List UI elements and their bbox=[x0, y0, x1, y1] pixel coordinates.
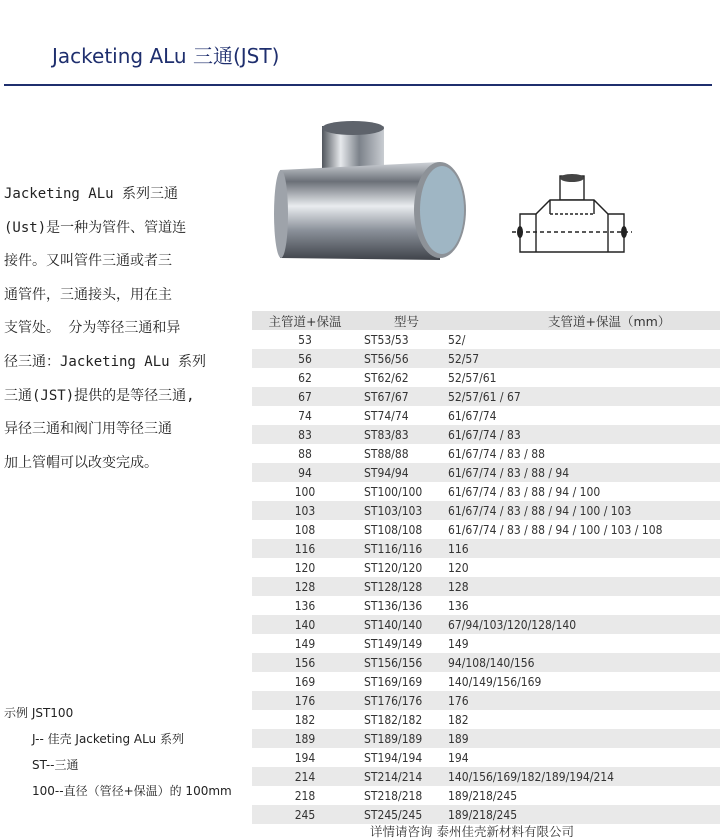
intro-line: 支管处。 分为等径三通和异 bbox=[4, 320, 181, 337]
table-row bbox=[252, 615, 720, 634]
spec-table bbox=[252, 311, 720, 824]
cell-main-pipe: 140 bbox=[294, 617, 316, 632]
cell-model: ST116/116 bbox=[364, 541, 423, 556]
cell-branch-pipe: 189/218/245 bbox=[448, 788, 518, 803]
cell-main-pipe: 88 bbox=[298, 446, 312, 461]
cell-main-pipe: 116 bbox=[294, 541, 316, 556]
cell-main-pipe: 128 bbox=[294, 579, 316, 594]
cell-main-pipe: 136 bbox=[294, 598, 316, 613]
cell-model: ST176/176 bbox=[364, 693, 423, 708]
cell-branch-pipe: 61/67/74 / 83 / 88 / 94 / 100 / 103 bbox=[448, 503, 632, 518]
cell-branch-pipe: 61/67/74 / 83 / 88 / 94 / 100 bbox=[448, 484, 601, 499]
cell-branch-pipe: 194 bbox=[448, 750, 469, 765]
cell-main-pipe: 218 bbox=[294, 788, 316, 803]
cell-main-pipe: 100 bbox=[294, 484, 316, 499]
table-row bbox=[252, 577, 720, 596]
table-row bbox=[252, 710, 720, 729]
cell-branch-pipe: 149 bbox=[448, 636, 469, 651]
cell-model: ST140/140 bbox=[364, 617, 423, 632]
cell-model: ST56/56 bbox=[364, 351, 409, 366]
header-branch-pipe: 支管道+保温（mm） bbox=[548, 313, 671, 329]
cell-model: ST156/156 bbox=[364, 655, 423, 670]
intro-line: 三通(JST)提供的是等径三通, bbox=[4, 387, 195, 404]
cell-branch-pipe: 52/57 bbox=[448, 351, 480, 366]
cell-model: ST108/108 bbox=[364, 522, 423, 537]
cell-model: ST83/83 bbox=[364, 427, 409, 442]
tee-schematic-diagram bbox=[512, 170, 632, 270]
cell-main-pipe: 103 bbox=[294, 503, 316, 518]
cell-branch-pipe: 67/94/103/120/128/140 bbox=[448, 617, 577, 632]
cell-branch-pipe: 116 bbox=[448, 541, 469, 556]
example-heading: 示例 JST100 bbox=[4, 706, 74, 720]
cell-main-pipe: 83 bbox=[298, 427, 312, 442]
cell-branch-pipe: 182 bbox=[448, 712, 469, 727]
table-row bbox=[252, 729, 720, 748]
cell-model: ST245/245 bbox=[364, 807, 423, 822]
cell-branch-pipe: 61/67/74 / 83 bbox=[448, 427, 521, 442]
example-line: J-- 佳壳 Jacketing ALu 系列 bbox=[32, 732, 184, 746]
table-row bbox=[252, 387, 720, 406]
table-row bbox=[252, 330, 720, 349]
cell-model: ST169/169 bbox=[364, 674, 423, 689]
intro-line: 加上管帽可以改变完成。 bbox=[4, 454, 158, 471]
cell-model: ST88/88 bbox=[364, 446, 409, 461]
table-row bbox=[252, 463, 720, 482]
cell-model: ST194/194 bbox=[364, 750, 423, 765]
table-row bbox=[252, 520, 720, 539]
cell-model: ST136/136 bbox=[364, 598, 423, 613]
cell-branch-pipe: 189/218/245 bbox=[448, 807, 518, 822]
cell-model: ST214/214 bbox=[364, 769, 423, 784]
intro-line: Jacketing ALu 系列三通 bbox=[4, 186, 179, 202]
cell-main-pipe: 56 bbox=[298, 351, 312, 366]
cell-branch-pipe: 61/67/74 / 83 / 88 / 94 bbox=[448, 465, 570, 480]
intro-line: (Ust)是一种为管件、管道连 bbox=[4, 219, 187, 236]
table-row bbox=[252, 368, 720, 387]
cell-branch-pipe: 128 bbox=[448, 579, 469, 594]
intro-line: 接件。又叫管件三通或者三 bbox=[4, 253, 172, 270]
cell-main-pipe: 108 bbox=[294, 522, 316, 537]
table-row bbox=[252, 691, 720, 710]
table-row bbox=[252, 767, 720, 786]
cell-main-pipe: 94 bbox=[298, 465, 312, 480]
cell-branch-pipe: 94/108/140/156 bbox=[448, 655, 535, 670]
example-section bbox=[4, 700, 232, 804]
table-row bbox=[252, 482, 720, 501]
table-row bbox=[252, 349, 720, 368]
cell-main-pipe: 194 bbox=[294, 750, 316, 765]
cell-branch-pipe: 61/67/74 / 83 / 88 bbox=[448, 446, 545, 461]
cell-branch-pipe: 189 bbox=[448, 731, 469, 746]
page-title: Jacketing ALu 三通(JST) bbox=[52, 44, 280, 68]
table-row bbox=[252, 558, 720, 577]
contact-footer: 详情请咨询 泰州佳壳新材料有限公司 bbox=[370, 824, 574, 839]
cell-model: ST218/218 bbox=[364, 788, 423, 803]
cell-model: ST120/120 bbox=[364, 560, 423, 575]
cell-branch-pipe: 52/57/61 bbox=[448, 370, 497, 385]
header-main-pipe: 主管道+保温 bbox=[268, 313, 342, 329]
cell-main-pipe: 214 bbox=[294, 769, 316, 784]
cell-branch-pipe: 176 bbox=[448, 693, 469, 708]
cell-branch-pipe: 140/156/169/182/189/194/214 bbox=[448, 769, 615, 784]
cell-branch-pipe: 52/57/61 / 67 bbox=[448, 389, 521, 404]
cell-model: ST74/74 bbox=[364, 408, 409, 423]
cell-main-pipe: 156 bbox=[294, 655, 316, 670]
cell-branch-pipe: 61/67/74 bbox=[448, 408, 497, 423]
cell-main-pipe: 182 bbox=[294, 712, 316, 727]
cell-model: ST62/62 bbox=[364, 370, 409, 385]
table-row bbox=[252, 786, 720, 805]
header-model: 型号 bbox=[394, 313, 420, 329]
table-row bbox=[252, 501, 720, 520]
cell-model: ST67/67 bbox=[364, 389, 409, 404]
example-line: ST--三通 bbox=[32, 758, 79, 772]
cell-model: ST103/103 bbox=[364, 503, 423, 518]
cell-main-pipe: 53 bbox=[298, 332, 312, 347]
cell-main-pipe: 189 bbox=[294, 731, 316, 746]
cell-model: ST182/182 bbox=[364, 712, 423, 727]
table-row bbox=[252, 653, 720, 672]
table-row bbox=[252, 672, 720, 691]
cell-branch-pipe: 61/67/74 / 83 / 88 / 94 / 100 / 103 / 108 bbox=[448, 522, 663, 537]
table-row bbox=[252, 539, 720, 558]
intro-line: 异径三通和阀门用等径三通 bbox=[4, 421, 172, 438]
cell-model: ST94/94 bbox=[364, 465, 409, 480]
cell-branch-pipe: 136 bbox=[448, 598, 469, 613]
table-row bbox=[252, 444, 720, 463]
cell-model: ST53/53 bbox=[364, 332, 409, 347]
cell-main-pipe: 120 bbox=[294, 560, 316, 575]
title-divider bbox=[4, 84, 712, 86]
cell-model: ST128/128 bbox=[364, 579, 423, 594]
tee-fitting-photo bbox=[270, 120, 480, 270]
table-row bbox=[252, 748, 720, 767]
cell-main-pipe: 169 bbox=[294, 674, 316, 689]
table-row bbox=[252, 634, 720, 653]
intro-line: 径三通：Jacketing ALu 系列 bbox=[4, 353, 207, 370]
table-row bbox=[252, 406, 720, 425]
cell-branch-pipe: 120 bbox=[448, 560, 469, 575]
intro-line: 通管件，三通接头，用在主 bbox=[4, 286, 172, 303]
cell-branch-pipe: 52/ bbox=[448, 332, 466, 347]
cell-model: ST149/149 bbox=[364, 636, 423, 651]
cell-main-pipe: 62 bbox=[298, 370, 312, 385]
intro-paragraph bbox=[4, 178, 219, 480]
example-line: 100--直径（管径+保温）的 100mm bbox=[32, 784, 232, 798]
cell-model: ST100/100 bbox=[364, 484, 423, 499]
cell-main-pipe: 67 bbox=[298, 389, 312, 404]
cell-branch-pipe: 140/149/156/169 bbox=[448, 674, 542, 689]
cell-main-pipe: 74 bbox=[298, 408, 312, 423]
table-row bbox=[252, 425, 720, 444]
cell-main-pipe: 176 bbox=[294, 693, 316, 708]
table-header bbox=[252, 311, 720, 330]
table-row bbox=[252, 596, 720, 615]
cell-main-pipe: 245 bbox=[294, 807, 316, 822]
cell-model: ST189/189 bbox=[364, 731, 423, 746]
cell-main-pipe: 149 bbox=[294, 636, 316, 651]
